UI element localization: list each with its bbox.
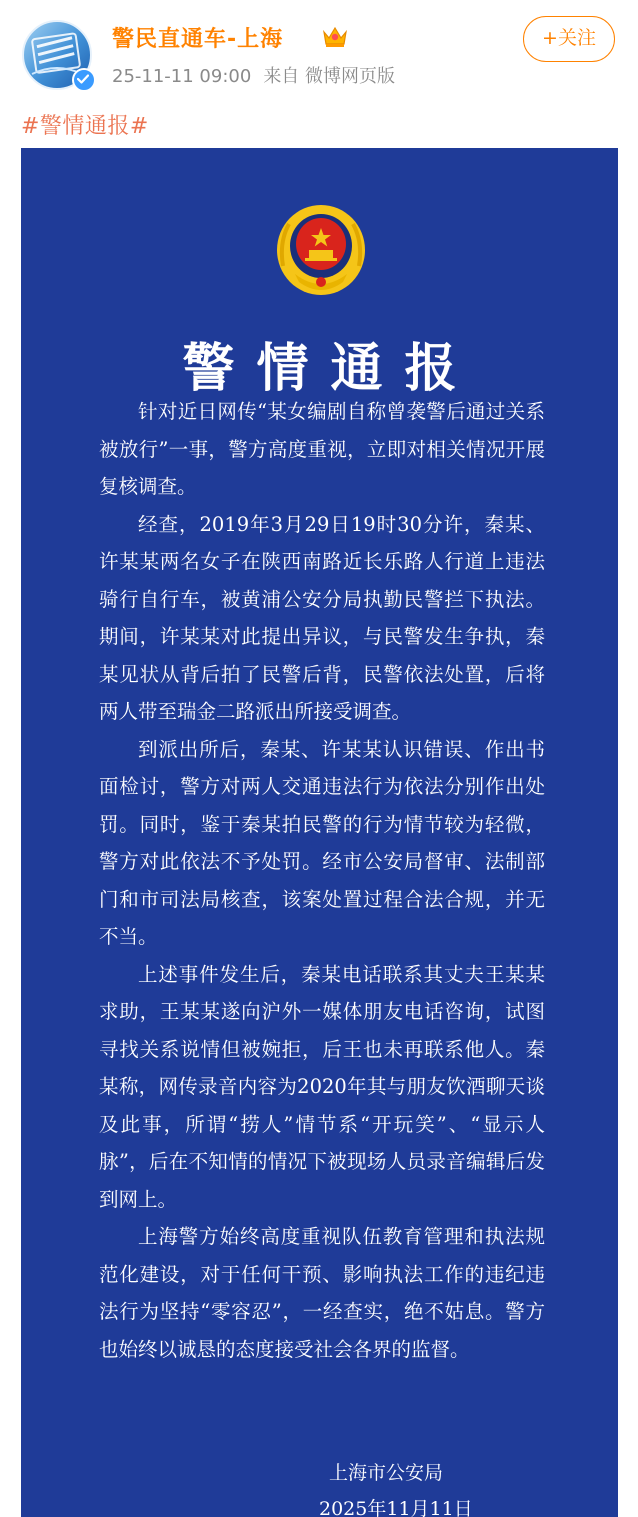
notice-paragraph: 上海警方始终高度重视队伍教育管理和执法规范化建设，对于任何干预、影响执法工作的违纪违法行为坚持“零容忍”，一经查实，绝不姑息。警方也始终以诚恳的态度接受社会各界的监督。 bbox=[99, 1225, 545, 1361]
verified-badge-icon bbox=[72, 68, 96, 92]
hashtag-link[interactable]: #警情通报# bbox=[21, 114, 149, 139]
notice-body bbox=[99, 393, 545, 1368]
notice-title: 警情通报 bbox=[182, 338, 479, 399]
police-emblem-icon bbox=[273, 202, 369, 298]
post-timestamp: 25-11-11 09:00 bbox=[112, 66, 252, 87]
notice-date: 2025年11月11日 bbox=[319, 1498, 473, 1517]
avatar-container[interactable] bbox=[22, 20, 92, 90]
notice-signature bbox=[319, 1455, 479, 1517]
notice-paragraph: 到派出所后，秦某、许某某认识错误、作出书面检讨，警方对两人交通违法行为依法分别作出处罚。同时，鉴于秦某拍民警的行为情节较为轻微，警方对此依法不予处罚。经市公安局督审、法制部门和市司法局核查，该案处置过程合法合规，并无不当。 bbox=[99, 737, 545, 948]
crown-icon bbox=[321, 24, 349, 50]
follow-button[interactable]: +关注 bbox=[523, 16, 615, 62]
post-source: 来自 微博网页版 bbox=[263, 66, 396, 87]
notice-paragraph: 经查，2019年3月29日19时30分许，秦某、许某某两名女子在陕西南路近长乐路人行道上违法骑行自行车，被黄浦公安分局执勤民警拦下执法。期间，许某某对此提出异议，与民警发生争执，秦某见状从背后拍了民警后背，民警依法处置，后将两人带至瑞金二路派出所接受调查。 bbox=[99, 512, 545, 723]
police-notice-image[interactable] bbox=[21, 148, 618, 1517]
post-header bbox=[0, 0, 638, 100]
notice-paragraph: 上述事件发生后，秦某电话联系其丈夫王某某求助，王某某遂向沪外一媒体朋友电话咨询，试图寻找关系说情但被婉拒，后王也未再联系他人。秦某称，网传录音内容为2020年其与朋友饮酒聊天谈及此事，所谓“捞人”情节系“开玩笑”、“显示人脉”，后在不知情的情况下被现场人员录音编辑后发到网上。 bbox=[99, 962, 545, 1211]
notice-issuer: 上海市公安局 bbox=[329, 1462, 444, 1484]
notice-paragraph: 针对近日网传“某女编剧自称曾袭警后通过关系被放行”一事，警方高度重视，立即对相关情况开展复核调查。 bbox=[99, 400, 545, 498]
author-name[interactable]: 警民直通车-上海 bbox=[112, 27, 284, 52]
post-meta bbox=[112, 62, 395, 88]
